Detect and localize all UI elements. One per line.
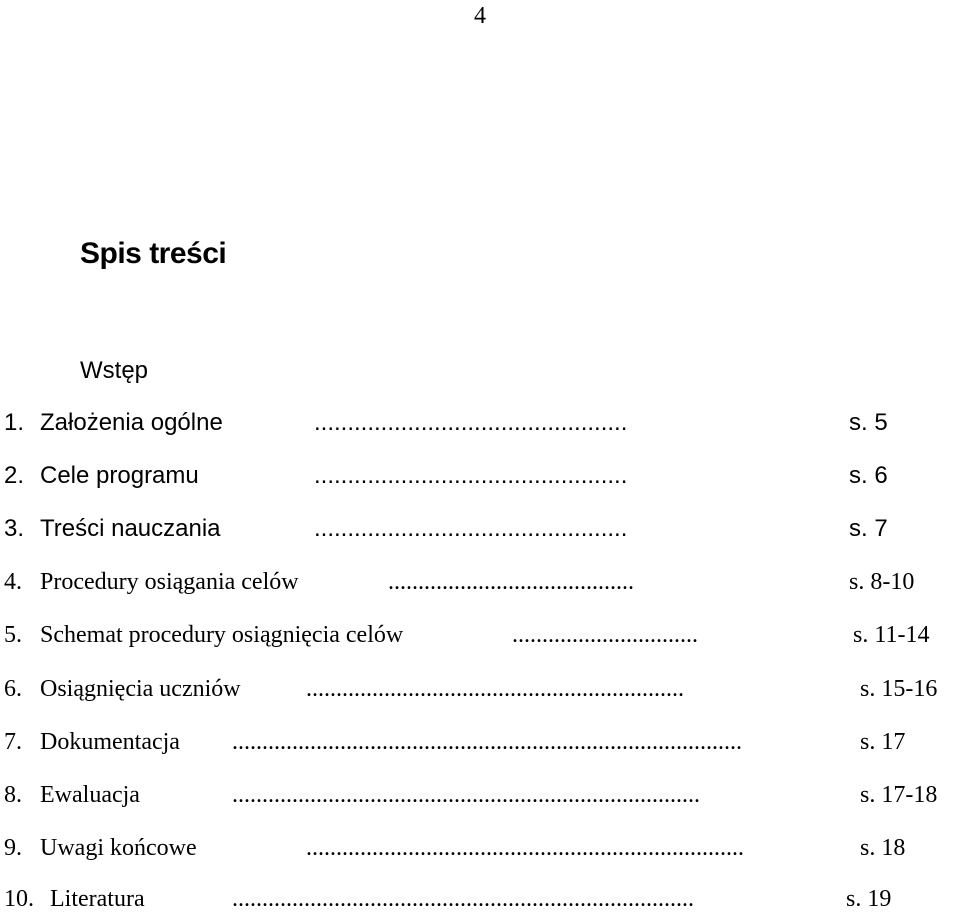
toc-entry-number: 9.: [4, 835, 22, 861]
toc-entry-number: 8.: [4, 782, 22, 808]
toc-entry-leader: ...............................................: [314, 462, 628, 489]
toc-entry-number: 10.: [4, 886, 34, 912]
toc-entry-leader: .....................................................................................: [232, 729, 742, 755]
toc-entry-label: Osiągnięcia uczniów: [40, 676, 241, 702]
toc-entry-pages: s. 6: [849, 462, 888, 489]
toc-entry-label: Literatura: [50, 886, 145, 912]
toc-entry-leader: ...............................................: [314, 409, 628, 436]
toc-entry-pages: s. 5: [849, 409, 888, 436]
toc-entry-leader: ...............................................................: [306, 676, 684, 702]
toc-entry-label: Uwagi końcowe: [40, 835, 197, 861]
toc-entry-pages: s. 15-16: [860, 676, 938, 702]
toc-intro: Wstęp: [80, 357, 149, 384]
toc-entry-number: 2.: [4, 462, 25, 489]
toc-entry-pages: s. 11-14: [853, 622, 930, 648]
toc-entry-pages: s. 17-18: [860, 782, 938, 808]
toc-entry-pages: s. 8-10: [849, 569, 915, 595]
toc-entry-label: Założenia ogólne: [40, 409, 223, 436]
toc-entry-label: Schemat procedury osiągnięcia celów: [40, 622, 404, 648]
toc-entry-number: 1.: [4, 409, 25, 436]
toc-entry-pages: s. 18: [860, 835, 906, 861]
toc-entry-number: 5.: [4, 622, 22, 648]
toc-entry-pages: s. 7: [849, 515, 888, 542]
toc-entry-number: 7.: [4, 729, 22, 755]
page-title: Spis treści: [80, 237, 227, 270]
toc-entry-leader: ...............................: [512, 622, 698, 648]
toc-entry-label: Procedury osiągania celów: [40, 569, 299, 595]
toc-entry-leader: .............................................................................: [232, 886, 694, 912]
toc-entry-label: Dokumentacja: [40, 729, 180, 755]
toc-entry-leader: .........................................................................: [306, 835, 744, 861]
toc-entry-label: Cele programu: [40, 462, 199, 489]
toc-entry-number: 6.: [4, 676, 22, 702]
toc-entry-number: 4.: [4, 569, 22, 595]
toc-entry-leader: ..............................................................................: [232, 782, 700, 808]
toc-entry-pages: s. 17: [860, 729, 906, 755]
toc-entry-label: Ewaluacja: [40, 782, 140, 808]
toc-entry-pages: s. 19: [846, 886, 892, 912]
page-number: 4: [474, 3, 486, 29]
toc-entry-number: 3.: [4, 515, 25, 542]
toc-entry-label: Treści nauczania: [40, 515, 221, 542]
toc-entry-leader: .........................................: [388, 569, 634, 595]
toc-entry-leader: ...............................................: [314, 515, 628, 542]
